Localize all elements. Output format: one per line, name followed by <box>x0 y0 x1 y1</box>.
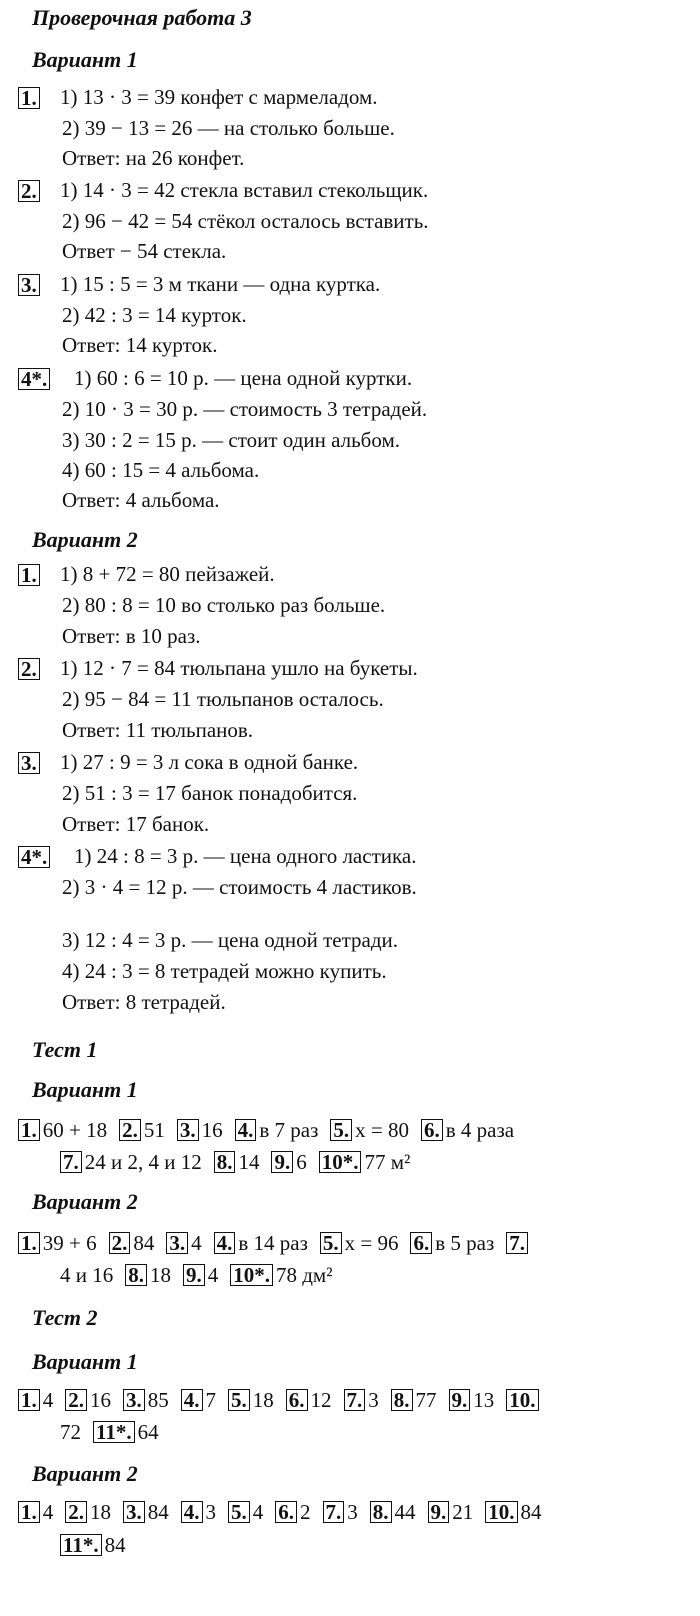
question-number-box: 7. <box>323 1501 345 1523</box>
answer-item <box>344 1388 379 1412</box>
answer-value: 72 <box>60 1420 81 1444</box>
answer-value: 39 + 6 <box>42 1231 97 1255</box>
question-number-box: 9. <box>183 1264 205 1286</box>
solution-line: Ответ: 8 тетрадей. <box>62 990 226 1014</box>
task-number-box: 1. <box>18 564 40 586</box>
question-number-box: 2. <box>109 1232 131 1254</box>
answer-item <box>428 1500 474 1524</box>
answer-value: 4 <box>252 1500 264 1524</box>
question-number-box: 1. <box>18 1119 40 1141</box>
answer-item <box>214 1150 260 1174</box>
answer-item <box>93 1420 159 1444</box>
solution-line: 1) 8 + 72 = 80 пейзажей. <box>60 562 275 586</box>
solution-line: 1) 14 · 3 = 42 стекла вставил стекольщик. <box>60 178 429 202</box>
question-number-box: 8. <box>214 1151 236 1173</box>
answer-item <box>65 1500 111 1524</box>
question-number-box: 7. <box>506 1232 528 1254</box>
answer-value: 4 <box>207 1263 219 1287</box>
solution-line: 3) 30 : 2 = 15 р. — стоит один альбом. <box>62 428 400 452</box>
answer-value: x = 96 <box>344 1231 399 1255</box>
answer-value: 44 <box>394 1500 416 1524</box>
answer-value: 64 <box>137 1420 159 1444</box>
answer-value: 78 дм² <box>276 1263 333 1287</box>
solution-line: 2) 80 : 8 = 10 во столько раз больше. <box>62 593 386 617</box>
question-number-box: 10*. <box>319 1151 362 1173</box>
answer-value: 4 и 16 <box>60 1263 114 1287</box>
solution-line: 2) 3 · 4 = 12 р. — стоимость 4 ластиков. <box>62 875 417 899</box>
answer-value: 84 <box>104 1533 126 1557</box>
question-number-box: 3. <box>123 1389 145 1411</box>
answer-value: 84 <box>147 1500 169 1524</box>
test-heading: Тест 2 <box>32 1305 98 1330</box>
answer-item <box>410 1231 494 1255</box>
question-number-box: 6. <box>275 1501 297 1523</box>
answers-line <box>60 1149 422 1175</box>
answer-item <box>65 1388 111 1412</box>
answer-value: 60 + 18 <box>42 1118 108 1142</box>
solution-line: Ответ: 17 банок. <box>62 812 210 836</box>
answer-item <box>18 1388 53 1412</box>
question-number-box: 10. <box>506 1389 538 1411</box>
answer-item <box>449 1388 495 1412</box>
answer-item <box>320 1231 399 1255</box>
answer-item <box>181 1388 216 1412</box>
solution-line: 2) 10 · 3 = 30 р. — стоимость 3 тетрадей. <box>62 397 428 421</box>
answer-value: 18 <box>90 1500 111 1524</box>
answer-value: 7 <box>205 1388 216 1412</box>
task-number-box: 4*. <box>18 368 50 390</box>
answer-value: 3 <box>205 1500 216 1524</box>
task-number-box: 3. <box>18 752 40 774</box>
solution-line: 2) 96 − 42 = 54 стёкол осталось вставить. <box>62 209 429 233</box>
answer-value: 85 <box>147 1388 169 1412</box>
answer-item <box>230 1263 332 1287</box>
question-number-box: 2. <box>65 1501 87 1523</box>
answer-item <box>18 1118 107 1142</box>
answer-item <box>275 1500 310 1524</box>
answer-value: 14 <box>238 1150 260 1174</box>
answer-item <box>119 1118 165 1142</box>
solution-line: 2) 51 : 3 = 17 банок понадобится. <box>62 781 358 805</box>
task-number-box: 2. <box>18 658 40 680</box>
answer-item <box>177 1118 223 1142</box>
variant-heading: Вариант 1 <box>32 1077 138 1102</box>
solution-line: Ответ: на 26 конфет. <box>62 146 245 170</box>
answer-item <box>271 1150 306 1174</box>
solution-line: 1) 13 · 3 = 39 конфет с мармеладом. <box>60 85 378 109</box>
solution-line: Ответ: в 10 раз. <box>62 624 201 648</box>
answer-item <box>235 1118 319 1142</box>
answers-line <box>18 1387 542 1413</box>
task-number-box: 4*. <box>18 846 50 868</box>
answer-value: 84 <box>520 1500 542 1524</box>
question-number-box: 1. <box>18 1501 40 1523</box>
solution-line: 1) 12 · 7 = 84 тюльпана ушло на букеты. <box>60 656 418 680</box>
answer-value: в 14 раз <box>238 1231 308 1255</box>
variant-heading: Вариант 2 <box>32 527 138 552</box>
question-number-box: 3. <box>123 1501 145 1523</box>
answer-item <box>18 1231 97 1255</box>
question-number-box: 6. <box>286 1389 308 1411</box>
solution-line: Ответ − 54 стекла. <box>62 239 227 263</box>
answer-item <box>183 1263 218 1287</box>
answer-value: 16 <box>201 1118 223 1142</box>
task-number-box: 2. <box>18 180 40 202</box>
variant-heading: Вариант 1 <box>32 47 138 72</box>
solution-line: 2) 39 − 13 = 26 — на столько больше. <box>62 116 395 140</box>
answer-item <box>323 1500 358 1524</box>
answer-item <box>60 1533 126 1557</box>
solution-line: 3) 12 : 4 = 3 р. — цена одной тетради. <box>62 928 399 952</box>
question-number-box: 11*. <box>93 1421 135 1443</box>
solution-line: 1) 27 : 9 = 3 л сока в одной банке. <box>60 750 359 774</box>
answer-value: в 7 раз <box>259 1118 319 1142</box>
question-number-box: 5. <box>228 1389 250 1411</box>
question-number-box: 3. <box>177 1119 199 1141</box>
answer-item <box>319 1150 411 1174</box>
question-number-box: 8. <box>125 1264 147 1286</box>
answer-item <box>330 1118 409 1142</box>
answer-item <box>370 1500 416 1524</box>
solution-line: Ответ: 14 курток. <box>62 333 218 357</box>
question-number-box: 11*. <box>60 1534 102 1556</box>
question-number-box: 6. <box>410 1232 432 1254</box>
answer-item <box>421 1118 514 1142</box>
answer-value: 12 <box>310 1388 332 1412</box>
solution-line: 4) 24 : 3 = 8 тетрадей можно купить. <box>62 959 387 983</box>
question-number-box: 5. <box>228 1501 250 1523</box>
task-number-box: 1. <box>18 87 40 109</box>
question-number-box: 2. <box>65 1389 87 1411</box>
answer-value: 21 <box>452 1500 474 1524</box>
answer-value: 4 <box>42 1388 54 1412</box>
answer-value: 77 <box>415 1388 437 1412</box>
question-number-box: 1. <box>18 1389 40 1411</box>
answer-item <box>181 1500 216 1524</box>
question-number-box: 4. <box>235 1119 257 1141</box>
answers-line <box>60 1262 345 1288</box>
question-number-box: 8. <box>370 1501 392 1523</box>
answer-value: 2 <box>300 1500 311 1524</box>
answer-item <box>125 1263 171 1287</box>
variant-heading: Вариант 2 <box>32 1189 138 1214</box>
answer-value: в 5 раз <box>435 1231 495 1255</box>
question-number-box: 4. <box>181 1389 203 1411</box>
question-number-box: 9. <box>428 1501 450 1523</box>
answer-value: x = 80 <box>355 1118 409 1142</box>
variant-heading: Вариант 2 <box>32 1461 138 1486</box>
answer-value: 84 <box>133 1231 155 1255</box>
question-number-box: 4. <box>181 1501 203 1523</box>
question-number-box: 2. <box>119 1119 141 1141</box>
answer-item <box>60 1150 202 1174</box>
answer-item <box>228 1500 263 1524</box>
question-number-box: 7. <box>60 1151 82 1173</box>
answer-item <box>485 1500 541 1524</box>
answer-value: 6 <box>296 1150 307 1174</box>
answer-item <box>166 1231 201 1255</box>
question-number-box: 8. <box>391 1389 413 1411</box>
answer-item <box>214 1231 308 1255</box>
answers-line <box>18 1499 554 1525</box>
answer-value: 51 <box>143 1118 165 1142</box>
question-number-box: 10. <box>485 1501 517 1523</box>
answer-value: 24 и 2, 4 и 12 <box>84 1150 202 1174</box>
answer-item <box>109 1231 155 1255</box>
answer-value: 3 <box>368 1388 379 1412</box>
variant-heading: Вариант 1 <box>32 1349 138 1374</box>
question-number-box: 7. <box>344 1389 366 1411</box>
answer-value: в 4 раза <box>445 1118 515 1142</box>
solution-line: Ответ: 4 альбома. <box>62 488 220 512</box>
question-number-box: 1. <box>18 1232 40 1254</box>
question-number-box: 4. <box>214 1232 236 1254</box>
answer-item <box>123 1500 169 1524</box>
answer-item <box>228 1388 274 1412</box>
solution-line: 2) 95 − 84 = 11 тюльпанов осталось. <box>62 687 384 711</box>
solution-line: 1) 24 : 8 = 3 р. — цена одного ластика. <box>74 844 417 868</box>
solution-line: 2) 42 : 3 = 14 курток. <box>62 303 247 327</box>
question-number-box: 9. <box>449 1389 471 1411</box>
question-number-box: 6. <box>421 1119 443 1141</box>
answer-value: 16 <box>90 1388 111 1412</box>
answer-value: 3 <box>347 1500 358 1524</box>
answer-item <box>123 1388 169 1412</box>
answer-value: 4 <box>42 1500 54 1524</box>
test-heading: Тест 1 <box>32 1037 98 1062</box>
answer-value: 18 <box>150 1263 171 1287</box>
answer-value: 77 м² <box>364 1150 411 1174</box>
answers-line <box>18 1117 526 1143</box>
solution-line: 4) 60 : 15 = 4 альбома. <box>62 458 260 482</box>
question-number-box: 10*. <box>230 1264 273 1286</box>
solution-line: Ответ: 11 тюльпанов. <box>62 718 254 742</box>
page-title: Проверочная работа 3 <box>32 5 252 30</box>
answer-item <box>18 1500 53 1524</box>
task-number-box: 3. <box>18 274 40 296</box>
answer-item <box>286 1388 332 1412</box>
solution-line: 1) 15 : 5 = 3 м ткани — одна куртка. <box>60 272 381 296</box>
solution-line: 1) 60 : 6 = 10 р. — цена одной куртки. <box>74 366 413 390</box>
question-number-box: 9. <box>271 1151 293 1173</box>
answer-item <box>391 1388 437 1412</box>
answer-value: 18 <box>252 1388 274 1412</box>
answers-line <box>60 1419 159 1445</box>
question-number-box: 5. <box>330 1119 352 1141</box>
question-number-box: 3. <box>166 1232 188 1254</box>
answers-line <box>18 1230 531 1256</box>
question-number-box: 5. <box>320 1232 342 1254</box>
answer-value: 4 <box>191 1231 202 1255</box>
answers-line <box>60 1532 138 1558</box>
answer-value: 13 <box>473 1388 495 1412</box>
